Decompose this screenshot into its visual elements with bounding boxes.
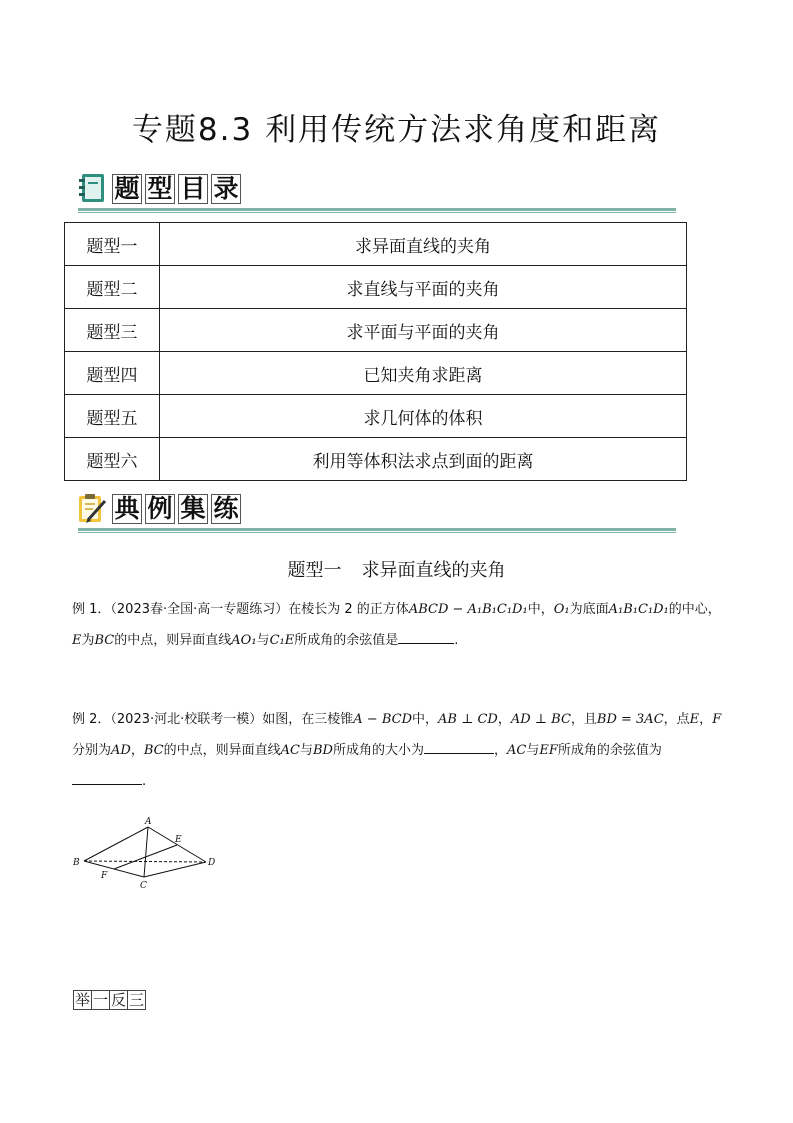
math: AC	[280, 743, 300, 758]
text: 为	[81, 633, 95, 648]
math: EF	[539, 743, 558, 758]
divider	[78, 208, 676, 211]
math: C₁E	[269, 633, 295, 648]
math: A₁B₁C₁D₁	[608, 602, 669, 617]
tetrahedron-figure	[70, 815, 220, 895]
text: 如图，在三棱锥	[262, 712, 354, 727]
text: 与	[526, 743, 540, 758]
label-e: E	[175, 835, 182, 845]
text: 的中点，则异面直线	[163, 743, 281, 758]
table-row	[65, 395, 687, 438]
practice-char: 反	[111, 991, 127, 1009]
subsection-text: 求异面直线的夹角	[361, 560, 506, 581]
example-source: （2023春·全国·高一专题练习）	[110, 602, 289, 617]
toc-value: 求几何体的体积	[160, 395, 687, 438]
text: ，	[497, 712, 511, 727]
math: F	[712, 712, 722, 727]
divider	[78, 212, 676, 213]
label-d: D	[208, 858, 216, 868]
text: ，	[699, 712, 713, 727]
text: 的中点，则异面直线	[114, 633, 232, 648]
edge-bd-hidden	[84, 861, 206, 862]
text: .	[454, 633, 459, 648]
text: 所成角的大小为	[332, 743, 424, 758]
example-number: 例 1．	[72, 602, 111, 617]
notepad-pencil-icon	[76, 492, 108, 524]
practice-char: 一	[93, 991, 109, 1009]
example-number: 例 2．	[72, 712, 111, 727]
text: 所成角的余弦值是	[294, 633, 399, 648]
section-char: 型	[145, 174, 175, 204]
text: 分别为	[72, 743, 112, 758]
text: 的中心，	[668, 602, 721, 617]
text: ，	[130, 743, 144, 758]
section-char: 典	[112, 494, 142, 524]
toc-value: 求直线与平面的夹角	[160, 266, 687, 309]
toc-value: 求异面直线的夹角	[160, 223, 687, 266]
toc-key: 题型四	[65, 352, 160, 395]
notebook-icon	[76, 172, 108, 204]
practice-char: 三	[129, 991, 145, 1009]
text: ，	[493, 743, 507, 758]
math: AD ⊥ BC	[510, 712, 571, 727]
segment-ef	[114, 845, 177, 869]
subsection-label: 题型一	[287, 560, 342, 581]
answer-blank[interactable]	[398, 629, 454, 644]
math: BD	[312, 743, 333, 758]
subsection-heading	[0, 556, 793, 582]
text: ，点	[663, 712, 690, 727]
label-a: A	[145, 817, 152, 827]
toc-table	[64, 222, 687, 481]
table-row	[65, 352, 687, 395]
label-b: B	[73, 858, 80, 868]
page-title: 专题8.3 利用传统方法求角度和距离	[131, 112, 662, 148]
divider	[78, 532, 676, 533]
text: 中，	[412, 712, 439, 727]
toc-key: 题型三	[65, 309, 160, 352]
math: O₁	[553, 602, 570, 617]
table-row	[65, 223, 687, 266]
practice-char: 举	[75, 991, 91, 1009]
math: AO₁	[231, 633, 257, 648]
answer-blank[interactable]	[424, 739, 494, 754]
section-char: 练	[211, 494, 241, 524]
example-source: （2023·河北·校联考一模）	[110, 712, 263, 727]
example-2	[72, 704, 732, 797]
toc-key: 题型二	[65, 266, 160, 309]
toc-key: 题型五	[65, 395, 160, 438]
table-row	[65, 266, 687, 309]
math: BD = 3AC	[596, 712, 664, 727]
toc-value: 已知夹角求距离	[160, 352, 687, 395]
section-char: 题	[112, 174, 142, 204]
toc-value: 求平面与平面的夹角	[160, 309, 687, 352]
math: BC	[143, 743, 164, 758]
edge-ab	[84, 827, 148, 861]
text: 中，	[527, 602, 554, 617]
math: E	[689, 712, 700, 727]
edge-cd	[144, 862, 206, 877]
math: AC	[506, 743, 527, 758]
text: 为底面	[569, 602, 609, 617]
math: E	[72, 633, 82, 648]
text: .	[142, 774, 147, 789]
divider	[78, 528, 676, 531]
example-1	[72, 594, 732, 656]
edge-ac	[144, 827, 148, 877]
math: AD	[111, 743, 131, 758]
section-char: 录	[211, 174, 241, 204]
toc-key: 题型一	[65, 223, 160, 266]
section-char: 例	[145, 494, 175, 524]
toc-value: 利用等体积法求点到面的距离	[160, 438, 687, 481]
section-char: 集	[178, 494, 208, 524]
text: 与	[299, 743, 313, 758]
text: 所成角的余弦值为	[557, 743, 662, 758]
text: ，且	[570, 712, 597, 727]
answer-blank[interactable]	[72, 770, 142, 785]
practice-tag	[73, 990, 145, 1010]
text: 与	[256, 633, 270, 648]
table-row	[65, 309, 687, 352]
section-char: 目	[178, 174, 208, 204]
label-f: F	[101, 871, 108, 881]
math: ABCD − A₁B₁C₁D₁	[408, 602, 528, 617]
text: 在棱长为 2 的正方体	[288, 602, 409, 617]
label-c: C	[140, 881, 147, 891]
math: BC	[94, 633, 115, 648]
math: A − BCD	[353, 712, 412, 727]
table-row	[65, 438, 687, 481]
toc-key: 题型六	[65, 438, 160, 481]
math: AB ⊥ CD	[438, 712, 498, 727]
